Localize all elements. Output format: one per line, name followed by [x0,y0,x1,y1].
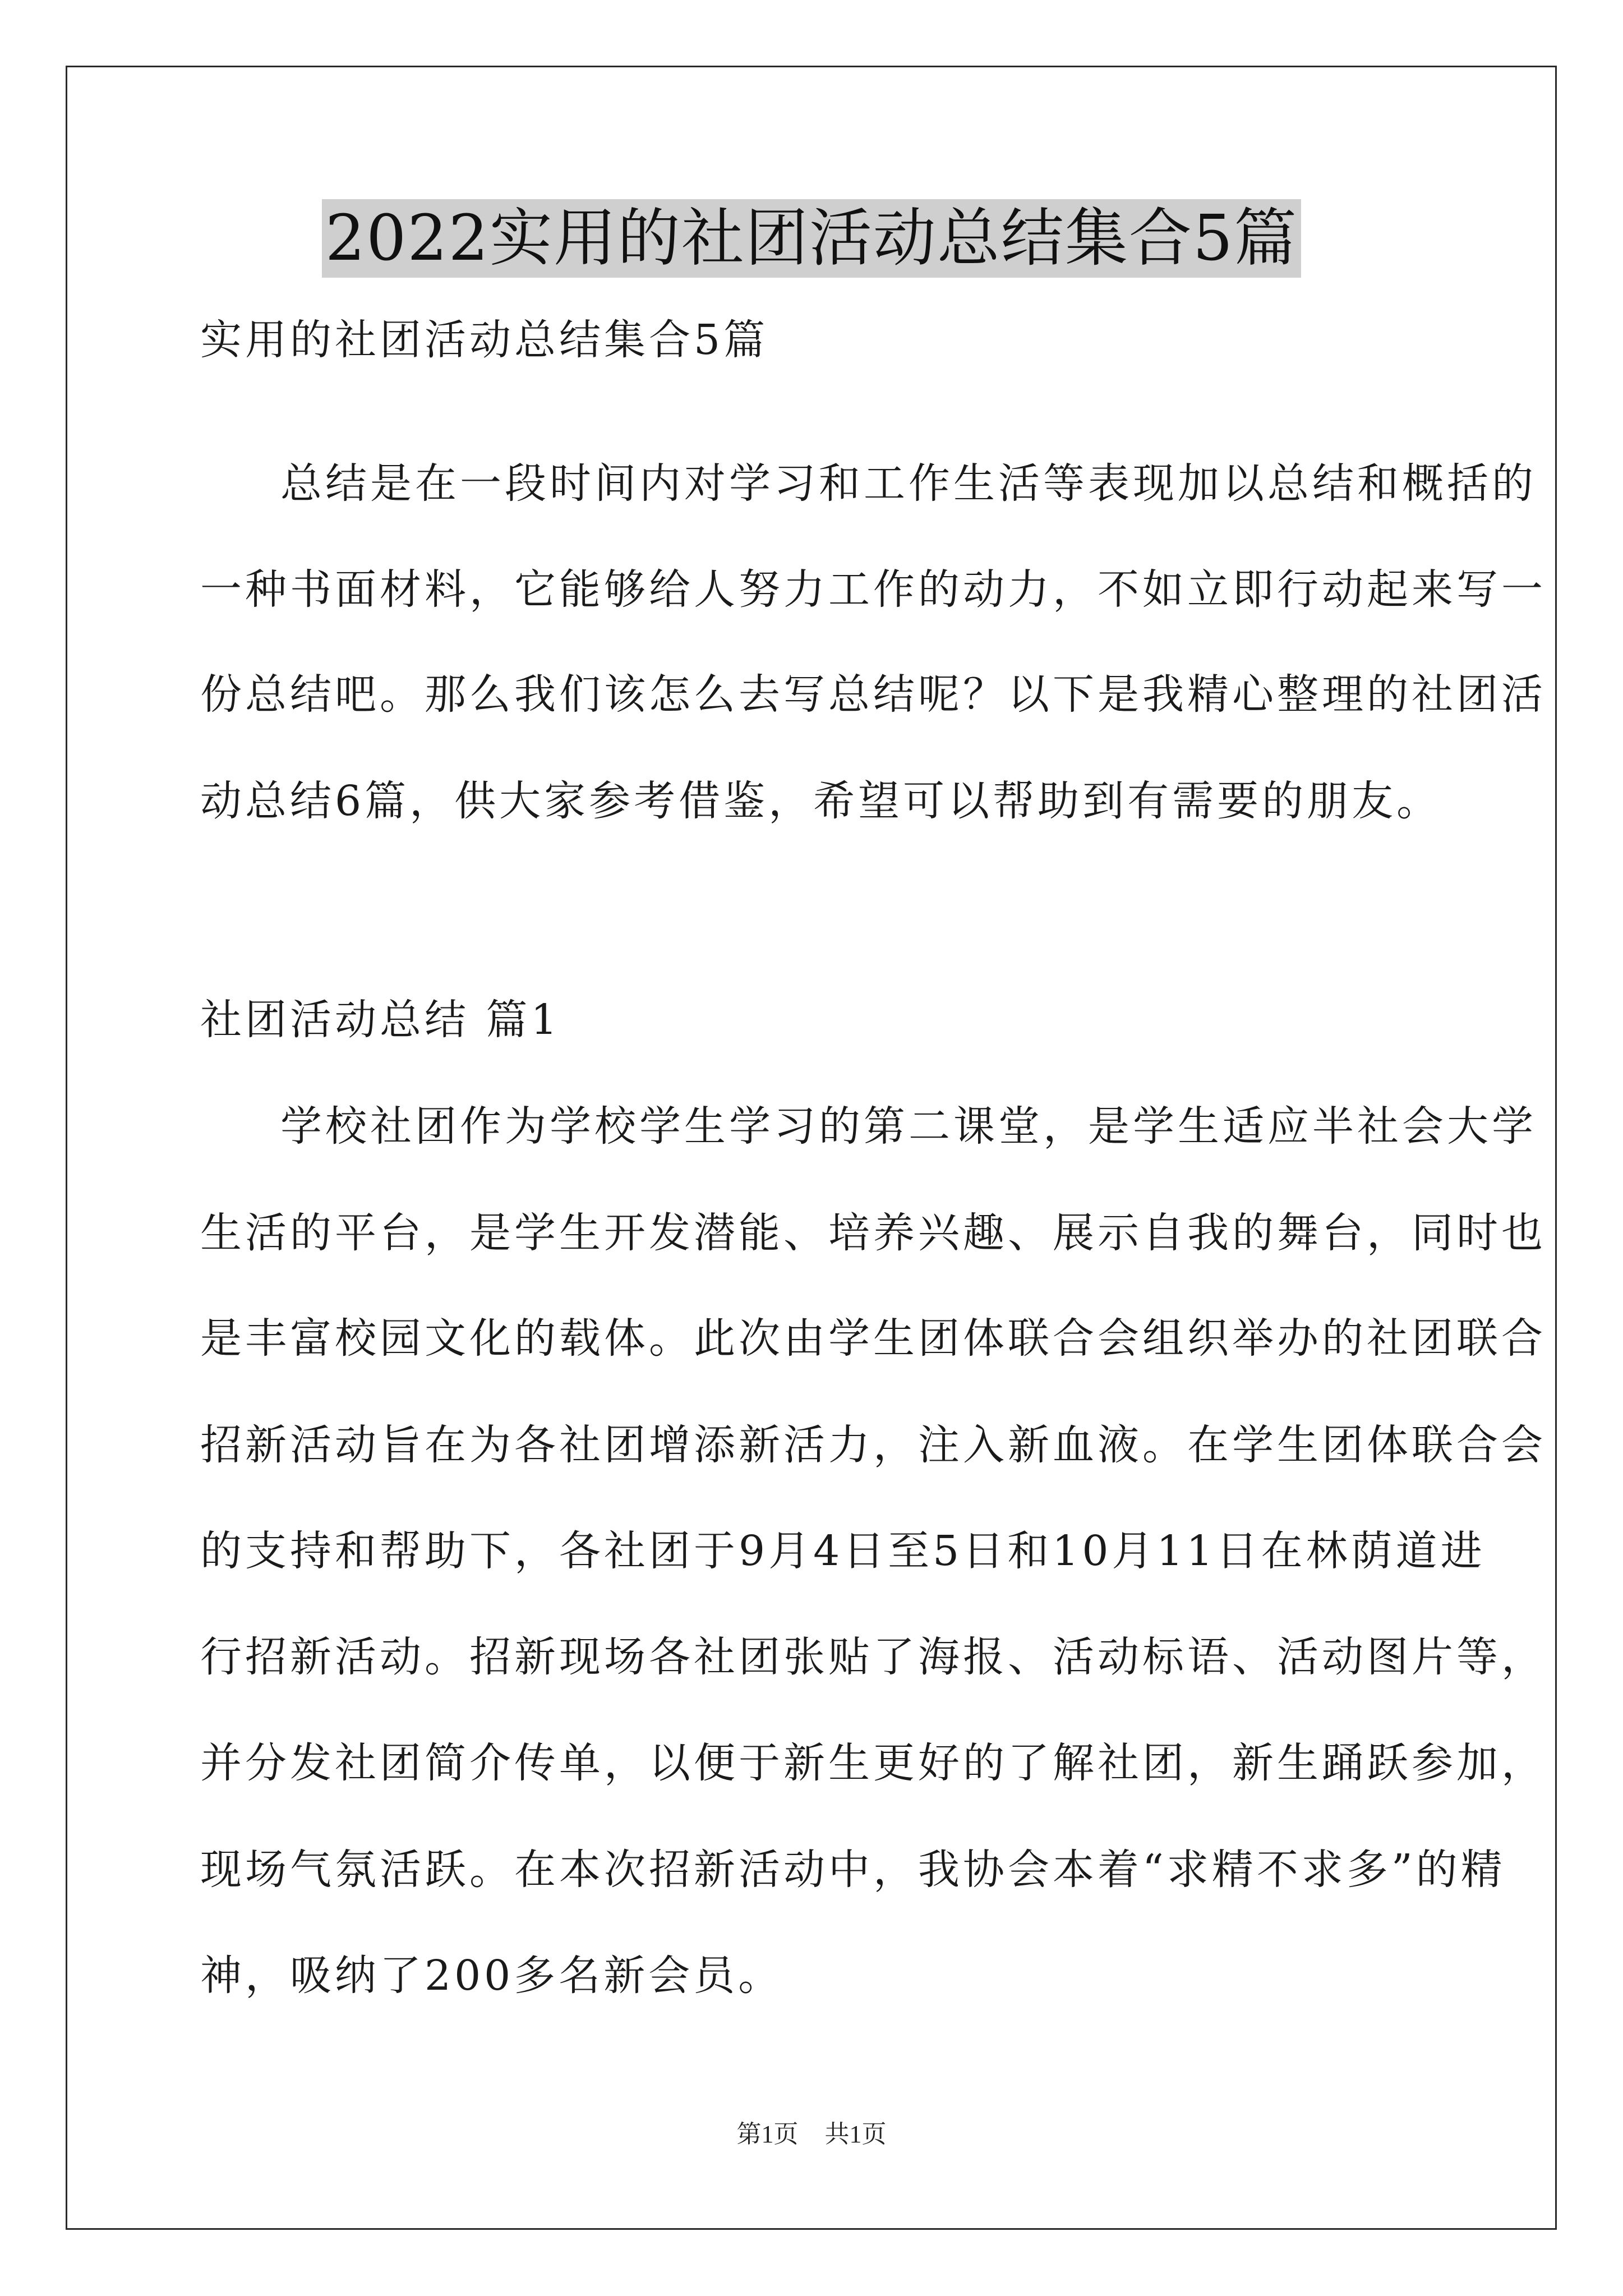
intro-line-4: 动总结6篇，供大家参考借鉴，希望可以帮助到有需要的朋友。 [200,777,1442,825]
section-line-2: 生活的平台，是学生开发潜能、培养兴趣、展示自我的舞台，同时也 [200,1209,1546,1257]
section-line-4: 招新活动旨在为各社团增添新活力，注入新血液。在学生团体联合会 [200,1421,1546,1469]
section-line-5: 的支持和帮助下，各社团于9月4日至5日和10月11日在林荫道进 [200,1527,1486,1575]
intro-line-1: 总结是在一段时间内对学习和工作生活等表现加以总结和概括的 [280,459,1537,508]
section-line-8: 现场气氛活跃。在本次招新活动中，我协会本着“求精不求多”的精 [200,1846,1506,1894]
section-line-9: 神，吸纳了200多名新会员。 [200,1952,783,2000]
page-total: 共1页 [824,2120,887,2148]
title-block [0,199,1623,278]
section-line-6: 行招新活动。招新现场各社团张贴了海报、活动标语、活动图片等， [200,1633,1546,1681]
intro-line-3: 份总结吧。那么我们该怎么去写总结呢？以下是我精心整理的社团活 [200,670,1546,719]
page-footer [0,2118,1623,2151]
section-heading: 社团活动总结 篇1 [200,996,561,1044]
intro-line-2: 一种书面材料，它能够给人努力工作的动力，不如立即行动起来写一 [200,565,1546,614]
section-line-1: 学校社团作为学校学生学习的第二课堂，是学生适应半社会大学 [280,1102,1537,1151]
document-subtitle: 实用的社团活动总结集合5篇 [200,316,769,364]
document-title: 2022实用的社团活动总结集合5篇 [322,199,1301,278]
page-number: 第1页 [736,2120,799,2148]
section-line-3: 是丰富校园文化的载体。此次由学生团体联合会组织举办的社团联合 [200,1314,1546,1363]
section-line-7: 并分发社团简介传单，以便于新生更好的了解社团，新生踊跃参加， [200,1739,1546,1787]
